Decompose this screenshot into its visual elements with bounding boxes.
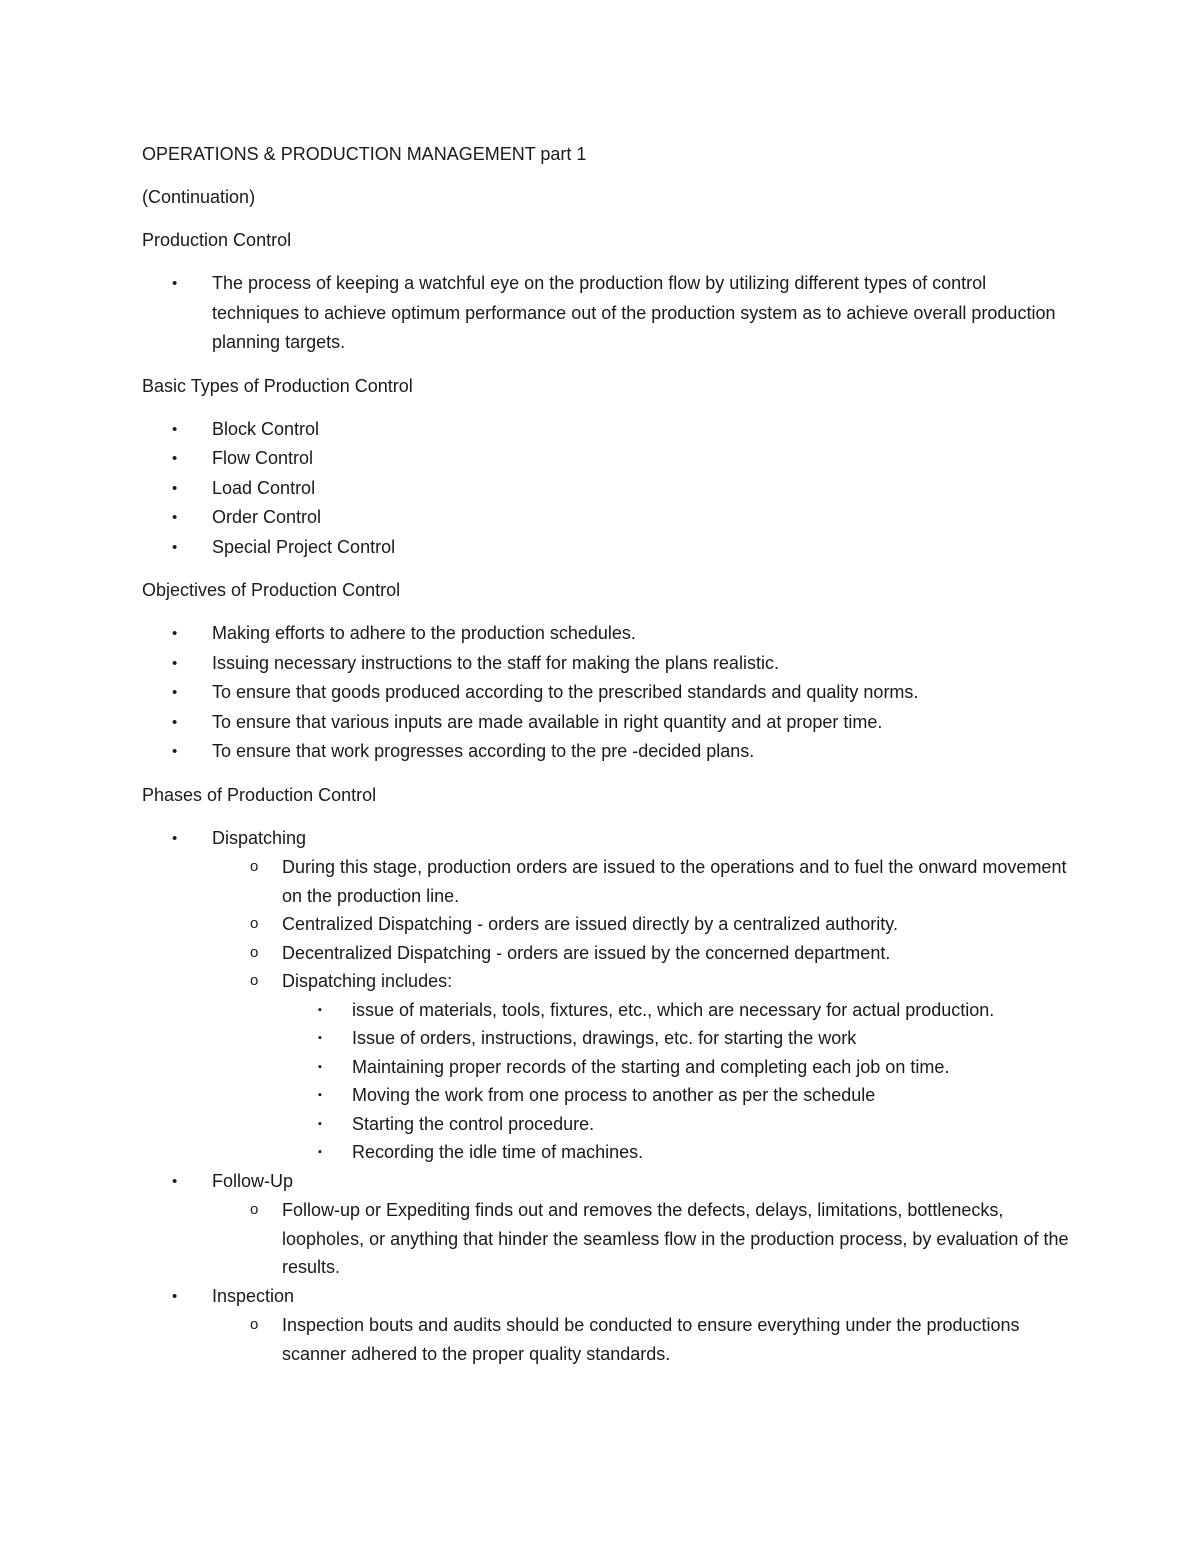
circle-bullet-icon: o [250, 915, 259, 932]
list-item-text: To ensure that work progresses according to the pre -decided plans. [212, 741, 755, 761]
list-item-text: Issue of orders, instructions, drawings, etc. for starting the work [352, 1028, 857, 1048]
list-item-text: Starting the control procedure. [352, 1113, 595, 1134]
list-item [282, 1024, 1072, 1053]
square-bullet-icon: ▪ [318, 1146, 322, 1158]
list-item-text: Flow Control [212, 448, 314, 468]
list-item [282, 1110, 1072, 1139]
bullet-icon: • [172, 420, 178, 438]
dispatching-sublist [212, 853, 1072, 1167]
bullet-icon: • [172, 275, 178, 292]
list-item [212, 1311, 1072, 1368]
square-bullet-icon: ▪ [318, 1032, 322, 1044]
list-item-text: Block Control [212, 418, 320, 439]
list-item [142, 503, 1072, 533]
bullet-icon: • [172, 538, 178, 556]
list-item [142, 708, 1072, 738]
list-item [282, 1053, 1072, 1082]
list-item-text: The process of keeping a watchful eye on the production flow by utilizing different types of control techniques to achieve optimum performance out of the production system as to achieve overall production planning targets. [212, 273, 1056, 352]
square-bullet-icon: ▪ [318, 1089, 322, 1101]
list-item [142, 269, 1072, 358]
objectives-list [142, 619, 1072, 767]
phase-label: Inspection [212, 1285, 295, 1306]
list-item [282, 1138, 1072, 1167]
bullet-icon: • [172, 684, 178, 701]
list-item-text: Centralized Dispatching - orders are issued directly by a centralized authority. [282, 914, 898, 934]
square-bullet-icon: ▪ [318, 1060, 322, 1073]
bullet-icon: • [172, 743, 178, 760]
list-item-text: To ensure that goods produced according to the prescribed standards and quality norms. [212, 682, 919, 702]
phases-list [142, 824, 1072, 1369]
document-title: OPERATIONS & PRODUCTION MANAGEMENT part 1 [142, 144, 587, 164]
list-item-text: Order Control [212, 507, 322, 527]
list-item-text: Dispatching includes: [282, 971, 453, 991]
list-item [212, 853, 1072, 910]
circle-bullet-icon: o [250, 972, 259, 989]
heading-phases: Phases of Production Control [142, 784, 377, 805]
circle-bullet-icon: o [250, 1316, 259, 1333]
circle-bullet-icon: o [250, 943, 259, 961]
phase-label: Follow-Up [212, 1170, 294, 1191]
list-item-text: Decentralized Dispatching - orders are issued by the concerned department. [282, 942, 891, 963]
list-item [142, 533, 1072, 563]
list-item-text: Recording the idle time of machines. [352, 1142, 644, 1162]
list-item [142, 678, 1072, 708]
list-item [142, 649, 1072, 679]
list-item-text: issue of materials, tools, fixtures, etc., which are necessary for actual production. [352, 999, 995, 1020]
list-item [142, 474, 1072, 504]
list-item-text: Special Project Control [212, 536, 396, 557]
list-item [282, 996, 1072, 1025]
list-item [142, 737, 1072, 767]
list-item [282, 1081, 1072, 1110]
basic-types-list [142, 415, 1072, 563]
phase-label: Dispatching [212, 827, 307, 848]
square-bullet-icon: ▪ [318, 1117, 322, 1130]
bullet-icon: • [172, 450, 178, 467]
bullet-icon: • [172, 829, 178, 847]
list-item-text: Follow-up or Expediting finds out and removes the defects, delays, limitations, bottlenecks, loopholes, or anything that hinder the seamless flow in the production process, by evaluation of the results. [282, 1200, 1069, 1277]
list-item-text: To ensure that various inputs are made available in right quantity and at proper time. [212, 711, 883, 732]
list-item [212, 967, 1072, 1167]
bullet-icon: • [172, 1172, 178, 1190]
bullet-icon: • [172, 1287, 178, 1305]
production-control-list [142, 269, 1072, 358]
dispatching-includes-list [282, 996, 1072, 1167]
bullet-icon: • [172, 713, 178, 731]
circle-bullet-icon: o [250, 1201, 259, 1218]
list-item [142, 444, 1072, 474]
document-page [142, 140, 1072, 1382]
phase-dispatching [142, 824, 1072, 1167]
inspection-sublist [212, 1311, 1072, 1368]
list-item-text: Maintaining proper records of the starting and completing each job on time. [352, 1056, 950, 1077]
bullet-icon: • [172, 479, 178, 497]
heading-objectives: Objectives of Production Control [142, 580, 401, 600]
bullet-icon: • [172, 625, 178, 642]
list-item-text: Issuing necessary instructions to the staff for making the plans realistic. [212, 652, 779, 673]
list-item [212, 1196, 1072, 1282]
follow-up-sublist [212, 1196, 1072, 1282]
phase-inspection [142, 1282, 1072, 1369]
bullet-icon: • [172, 509, 178, 526]
list-item-text: Inspection bouts and audits should be conducted to ensure everything under the productions scanner adhered to the proper quality standards. [282, 1315, 1020, 1364]
list-item-text: Load Control [212, 477, 316, 498]
list-item [142, 619, 1072, 649]
bullet-icon: • [172, 654, 178, 672]
list-item [212, 910, 1072, 939]
heading-production-control: Production Control [142, 230, 292, 250]
circle-bullet-icon: o [250, 858, 259, 875]
square-bullet-icon: ▪ [318, 1003, 322, 1016]
phase-follow-up [142, 1167, 1072, 1282]
document-subtitle: (Continuation) [142, 187, 256, 207]
list-item-text: Making efforts to adhere to the production schedules. [212, 623, 636, 643]
list-item [212, 939, 1072, 968]
list-item-text: Moving the work from one process to another as per the schedule [352, 1085, 876, 1105]
heading-basic-types: Basic Types of Production Control [142, 375, 413, 396]
list-item-text: During this stage, production orders are issued to the operations and to fuel the onward movement on the production line. [282, 857, 1067, 906]
list-item [142, 415, 1072, 445]
